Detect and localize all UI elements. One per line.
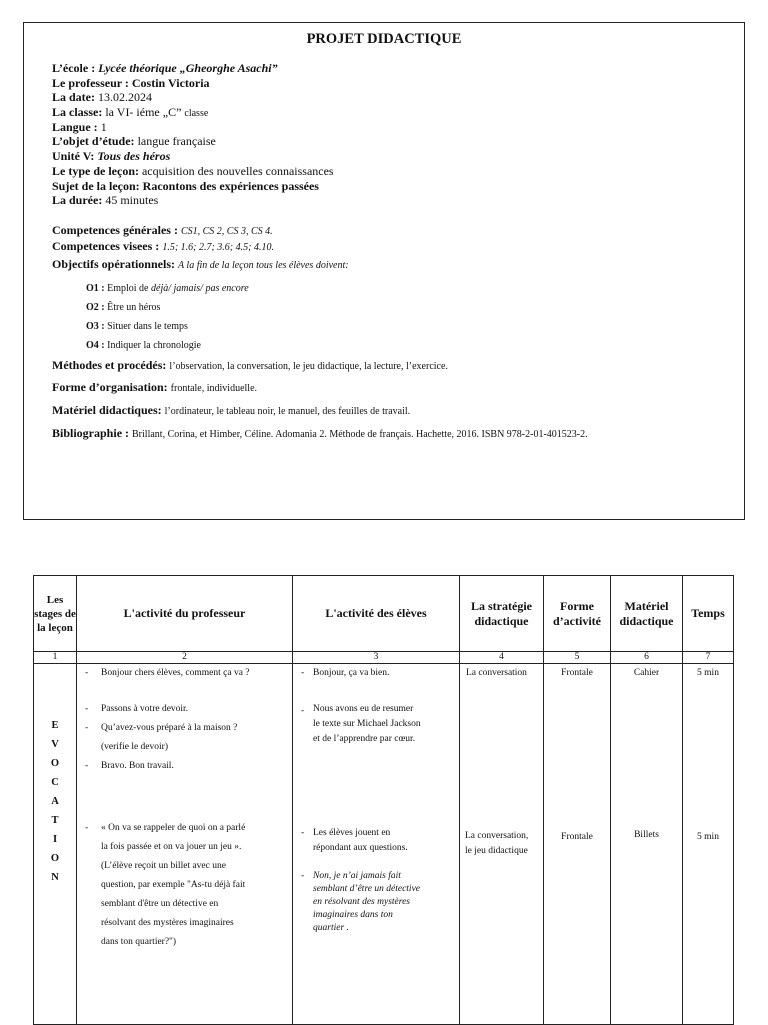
table-number-row	[34, 652, 734, 664]
col-header-forme: Forme d’activité	[544, 576, 611, 652]
objective-code: O2 :	[86, 302, 105, 313]
objet-label: L’objet d’étude:	[52, 134, 135, 148]
strategie-text: le jeu didactique	[465, 846, 528, 856]
ecole-value: Lycée théorique „Gheorghe Asachi”	[98, 61, 278, 75]
ecole-label: L’école :	[52, 61, 96, 75]
col-header-materiel: Matériel didactique	[611, 576, 683, 652]
objective-text: Emploi de	[107, 283, 151, 294]
stage-letter: O	[50, 758, 60, 769]
objet-line	[52, 134, 216, 148]
col-number: 3	[293, 652, 460, 664]
objective-item	[86, 302, 160, 313]
stage-letter: V	[51, 739, 59, 750]
comp-gen-value: CS1, CS 2, CS 3, CS 4.	[180, 226, 273, 237]
prof-line: résolvant des mystères imaginaires	[101, 918, 234, 928]
bullet-dash: -	[301, 668, 305, 678]
type-value: acquisition des nouvelles connaissances	[141, 164, 334, 178]
date-label: La date:	[52, 90, 95, 104]
biblio-line	[52, 426, 588, 441]
materiel-cell	[611, 664, 683, 1025]
materiel-text: Billets	[634, 830, 659, 840]
langue-value: 1	[100, 120, 107, 134]
materiel-line	[52, 403, 410, 418]
comp-vis-line	[52, 239, 274, 255]
objective-text: Être un héros	[107, 302, 161, 313]
materiel-value: l’ordinateur, le tableau noir, le manuel, des feuilles de travail.	[164, 406, 411, 417]
col-number: 6	[611, 652, 683, 664]
prof-activity-cell	[77, 664, 293, 1025]
unite-value: Tous des héros	[97, 149, 171, 163]
eleves-line: en résolvant des mystères	[313, 897, 410, 907]
stage-letter: O	[50, 853, 60, 864]
comp-gen-line	[52, 223, 273, 239]
bullet-dash: -	[85, 723, 89, 733]
type-label: Le type de leçon:	[52, 164, 139, 178]
temps-text: 5 min	[697, 832, 719, 842]
comp-vis-value: 1.5; 1.6; 2.7; 3.6; 4.5; 4.10.	[162, 242, 274, 253]
col-header-prof: L'activité du professeur	[77, 576, 293, 652]
prof-line: (L’élève reçoit un billet avec une	[101, 861, 226, 871]
eleves-line: quartier .	[313, 923, 349, 933]
classe-value: la VI- iéme „C”	[105, 105, 182, 119]
bullet-dash: -	[301, 871, 305, 881]
objective-code: O3 :	[86, 321, 105, 332]
col-number: 4	[460, 652, 544, 664]
methodes-value: l’observation, la conversation, le jeu didactique, la lecture, l’exercice.	[169, 361, 448, 372]
objective-code: O1 :	[86, 283, 105, 294]
objective-item	[86, 340, 201, 351]
objective-code: O4 :	[86, 340, 105, 351]
prof-line: Passons à votre devoir.	[101, 704, 189, 714]
prof-value: Costin Victoria	[131, 76, 210, 90]
temps-text: 5 min	[697, 668, 719, 678]
temps-cell	[683, 664, 734, 1025]
date-line	[52, 90, 152, 104]
objective-text: Indiquer la chronologie	[107, 340, 201, 351]
objective-item	[86, 283, 249, 294]
forme-text: Frontale	[561, 832, 593, 842]
stage-letter: A	[51, 796, 59, 807]
forme-line	[52, 380, 257, 395]
eleves-line: Nous avons eu de resumer	[313, 704, 414, 714]
strategie-cell	[460, 664, 544, 1025]
eleves-line: Bonjour, ça va bien.	[313, 668, 390, 678]
classe-label: La classe:	[52, 105, 103, 119]
eleves-line: le texte sur Michael Jackson	[313, 719, 421, 729]
biblio-label: Bibliographie :	[52, 426, 130, 440]
classe-line	[52, 105, 208, 121]
document-title: PROJET DIDACTIQUE	[306, 31, 462, 47]
col-number: 2	[77, 652, 293, 664]
col-number: 1	[34, 652, 77, 664]
eleves-activity-cell	[293, 664, 460, 1025]
prof-line: (verifie le devoir)	[101, 742, 168, 752]
forme-text: Frontale	[561, 668, 593, 678]
prof-line: semblant d'être un détective en	[101, 899, 219, 909]
materiel-text: Cahier	[633, 668, 660, 678]
eleves-line: semblant d’être un détective	[313, 884, 421, 894]
col-header-strategie: La stratégie didactique	[460, 576, 544, 652]
table-row-evocation	[34, 664, 734, 1025]
ecole-line	[52, 61, 278, 75]
stage-letter: I	[52, 834, 58, 845]
col-number: 7	[683, 652, 734, 664]
eleves-line: Non, je n’ai jamais fait	[313, 871, 401, 881]
stage-letter: T	[51, 815, 59, 826]
sujet-value: Racontons des expériences passées	[142, 179, 319, 193]
objet-value: langue française	[137, 134, 216, 148]
bullet-dash: -	[85, 704, 89, 714]
prof-line: Bravo. Bon travail.	[101, 761, 174, 771]
obj-op-label: Objectifs opérationnels:	[52, 257, 175, 271]
strategie-text: La conversation	[466, 668, 527, 678]
duree-label: La durée:	[52, 193, 103, 207]
eleves-line: imaginaires dans ton	[313, 910, 393, 920]
obj-op-value: A la fin de la leçon tous les élèves doivent:	[177, 260, 349, 271]
comp-gen-label: Competences générales :	[52, 223, 178, 237]
stage-letter: E	[51, 720, 59, 731]
materiel-label: Matériel didactiques:	[52, 403, 162, 417]
project-header-box	[23, 22, 745, 520]
objective-item	[86, 321, 188, 332]
prof-line: question, par exemple "As-tu déjà fait	[101, 880, 246, 890]
prof-line	[52, 76, 210, 90]
bullet-dash: -	[85, 668, 89, 678]
biblio-value: Brillant, Corina, et Himber, Céline. Adomania 2. Méthode de français. Hachette, 2016. ISBN 978-2-01-401523-2.	[132, 429, 588, 440]
prof-line: Bonjour chers élèves, comment ça va ?	[101, 668, 250, 678]
prof-line: Qu’avez-vous préparé à la maison ?	[101, 723, 238, 733]
objective-text: Situer dans le temps	[107, 321, 188, 332]
col-header-temps: Temps	[683, 576, 734, 652]
eleves-line: et de l’apprendre par cœur.	[313, 734, 416, 744]
table-header-row	[34, 576, 734, 652]
date-value: 13.02.2024	[98, 90, 152, 104]
type-line	[52, 164, 334, 178]
bullet-dash: -	[301, 828, 305, 838]
objective-text-italic: déjà/ jamais/ pas encore	[151, 283, 249, 294]
forme-value: frontale, individuelle.	[170, 383, 258, 394]
classe-suffix: classe	[184, 108, 209, 119]
eleves-line: Les élèves jouent en	[313, 828, 391, 838]
comp-vis-label: Competences visees :	[52, 239, 160, 253]
langue-label: Langue :	[52, 120, 98, 134]
prof-line: la fois passée et on va jouer un jeu ».	[101, 842, 242, 852]
obj-op-line	[52, 257, 349, 273]
unite-label: Unité V:	[52, 149, 95, 163]
stage-letter: C	[51, 777, 59, 788]
unite-line	[52, 149, 170, 163]
methodes-line	[52, 358, 448, 373]
methodes-label: Méthodes et procédés:	[52, 358, 167, 372]
lesson-table	[33, 575, 734, 1025]
strategie-text: La conversation,	[465, 831, 529, 841]
bullet-dash: -	[85, 823, 89, 833]
prof-line: « On va se rappeler de quoi on a parlé	[101, 823, 246, 833]
bullet-dash: -	[301, 706, 305, 716]
duree-value: 45 minutes	[105, 193, 159, 207]
duree-line	[52, 193, 158, 207]
sujet-label: Sujet de la leçon:	[52, 179, 140, 193]
stage-cell	[34, 664, 77, 1025]
forme-cell	[544, 664, 611, 1025]
stage-letter: N	[51, 872, 59, 883]
col-header-eleves: L'activité des élèves	[293, 576, 460, 652]
langue-line	[52, 120, 107, 134]
prof-line: dans ton quartier?")	[101, 937, 177, 947]
bullet-dash: -	[85, 761, 89, 771]
eleves-line: répondant aux questions.	[313, 843, 408, 853]
col-number: 5	[544, 652, 611, 664]
sujet-line	[52, 179, 319, 193]
prof-label: Le professeur :	[52, 76, 129, 90]
forme-label: Forme d’organisation:	[52, 380, 168, 394]
col-header-stages: Les stages de la leçon	[34, 576, 77, 652]
